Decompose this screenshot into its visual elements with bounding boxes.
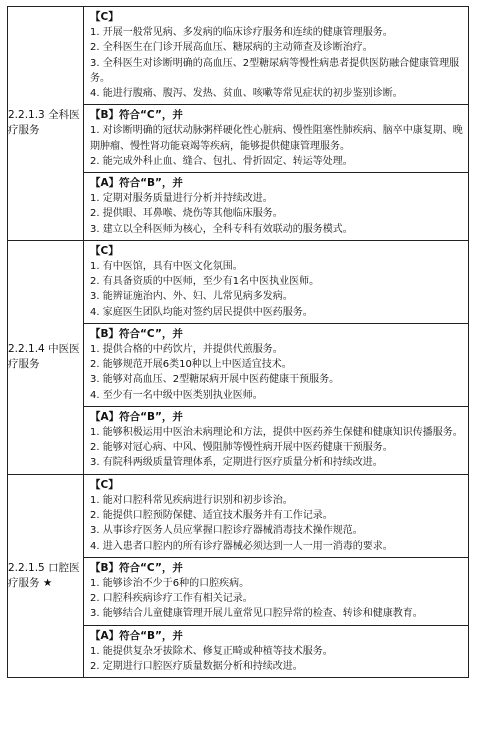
- section-code: 2.2.1.3 全科医疗服务: [8, 109, 80, 137]
- level-c-cell: [84, 7, 469, 105]
- list-item: 2. 能完成外科止血、缝合、包扎、骨折固定、转运等处理。: [90, 155, 353, 167]
- list-item: 3. 有院科两级质量管理体系，定期进行医疗质量分析和持续改进。: [90, 457, 383, 469]
- list-item: 2. 全科医生在门诊开展高血压、糖尿病的主动筛查及诊断治疗。: [90, 42, 373, 54]
- list-item: 2. 能提供口腔预防保健、适宜技术服务并有工作记录。: [90, 510, 333, 522]
- level-a-cell: [84, 406, 469, 474]
- list-item: 1. 能够诊治不少于6种的口腔疾病。: [90, 577, 250, 589]
- list-item: 1. 能对口腔科常见疾病进行识别和初步诊治。: [90, 494, 293, 506]
- list-item: 2. 能够对冠心病、中风、慢阻肺等慢性病开展中医药健康干预服务。: [90, 442, 393, 454]
- table-row: [8, 474, 469, 557]
- level-header: 【B】符合“C”，并: [90, 109, 183, 122]
- list-item: 1. 能够积极运用中医治未病理论和方法，提供中医药养生保健和健康知识传播服务。: [90, 427, 463, 439]
- level-header: 【A】符合“B”，并: [90, 629, 183, 642]
- list-item: 4. 家庭医生团队均能对签约居民提供中医药服务。: [90, 306, 313, 318]
- list-item: 1. 开展一般常见病、多发病的临床诊疗服务和连续的健康管理服务。: [90, 27, 393, 39]
- list-item: 4. 进入患者口腔内的所有诊疗器械必须达到一人一用一消毒的要求。: [90, 540, 393, 552]
- list-item: 4. 至少有一名中级中医类别执业医师。: [90, 389, 263, 401]
- list-item: 2. 有具备资质的中医师，至少有1名中医执业医师。: [90, 276, 320, 288]
- section-code-cell: [8, 240, 84, 474]
- standards-table: [7, 6, 469, 678]
- level-c-cell: [84, 474, 469, 557]
- level-a-cell: [84, 625, 469, 678]
- list-item: 3. 能够对高血压、2型糖尿病开展中医药健康干预服务。: [90, 374, 340, 386]
- list-item: 2. 提供眼、耳鼻喉、烧伤等其他临床服务。: [90, 208, 283, 220]
- section-code: 2.2.1.4 中医医疗服务: [8, 343, 80, 371]
- table-row: [8, 240, 469, 323]
- level-header: 【A】符合“B”，并: [90, 410, 183, 423]
- section-code-cell: [8, 474, 84, 677]
- list-item: 1. 定期对服务质量进行分析并持续改进。: [90, 193, 273, 205]
- level-b-cell: [84, 557, 469, 625]
- level-header: 【C】: [90, 11, 119, 23]
- level-b-cell: [84, 323, 469, 406]
- list-item: 2. 口腔科疾病诊疗工作有相关记录。: [90, 593, 253, 605]
- level-header: 【C】: [90, 478, 119, 491]
- list-item: 2. 能够规范开展6类10种以上中医适宜技术。: [90, 359, 292, 371]
- section-code: 2.2.1.5 口腔医疗服务 ★: [8, 561, 80, 589]
- list-item: 1. 提供合格的中药饮片，并提供代煎服务。: [90, 344, 283, 356]
- level-a-cell: [84, 173, 469, 241]
- level-header: 【B】符合“C”，并: [90, 561, 183, 574]
- list-item: 3. 能辨证施治内、外、妇、儿常见病多发病。: [90, 291, 293, 303]
- list-item: 4. 能进行腹痛、腹泻、发热、贫血、咳嗽等常见症状的初步鉴别诊断。: [90, 88, 403, 100]
- list-item: 1. 有中医馆，具有中医文化氛围。: [90, 261, 243, 273]
- list-item: 3. 建立以全科医师为核心，全科专科有效联动的服务模式。: [90, 223, 353, 235]
- list-item: 1. 对诊断明确的冠状动脉粥样硬化性心脏病、慢性阻塞性肺疾病、脑卒中康复期、晚期肿瘤、慢性肾功能衰竭等疾病，能够提供健康管理服务。: [90, 125, 463, 152]
- table-row: [8, 7, 469, 105]
- section-code-cell: [8, 7, 84, 241]
- list-item: 2. 定期进行口腔医疗质量数据分析和持续改进。: [90, 660, 303, 672]
- level-c-cell: [84, 240, 469, 323]
- level-header: 【B】符合“C”，并: [90, 327, 183, 340]
- list-item: 3. 从事诊疗医务人员应掌握口腔诊疗器械消毒技术操作规范。: [90, 525, 363, 537]
- level-b-cell: [84, 105, 469, 173]
- level-header: 【C】: [90, 244, 119, 257]
- list-item: 1. 能提供复杂牙拔除术、修复正畸或种植等技术服务。: [90, 645, 333, 657]
- level-header: 【A】符合“B”，并: [90, 177, 183, 190]
- list-item: 3. 全科医生对诊断明确的高血压、2型糖尿病等慢性病患者提供医防融合健康管理服务。: [90, 57, 460, 84]
- list-item: 3. 能够结合儿童健康管理开展儿童常见口腔异常的检查、转诊和健康教育。: [90, 608, 423, 620]
